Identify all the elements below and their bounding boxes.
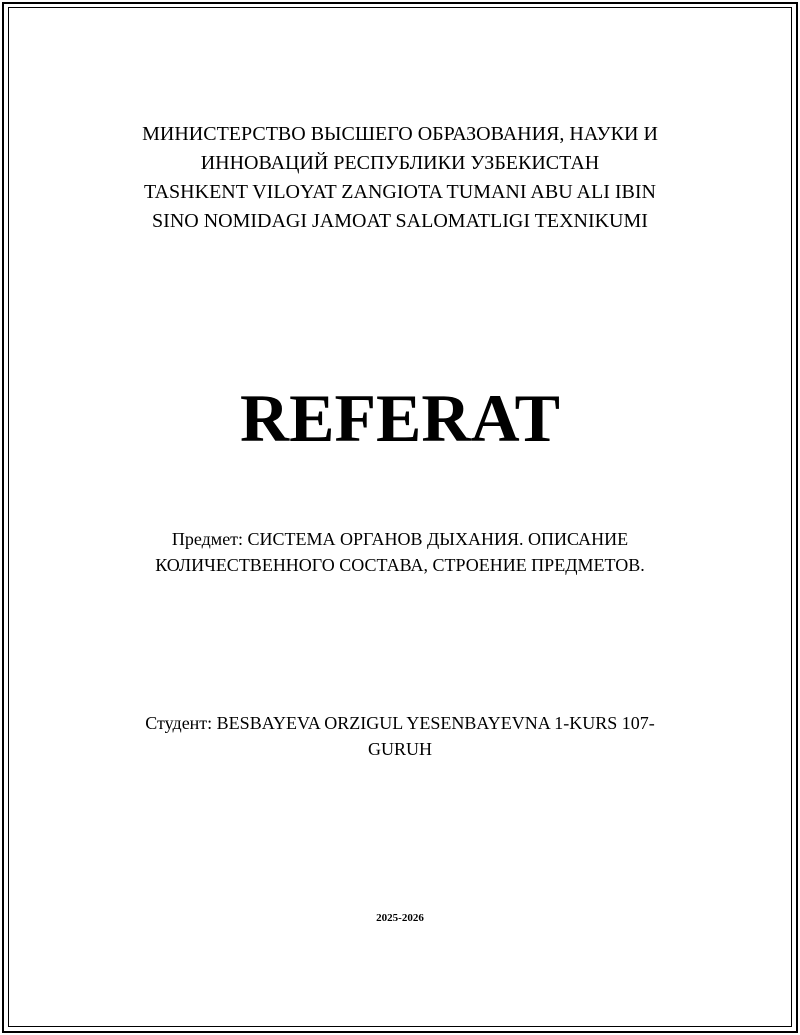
header-line: ИННОВАЦИЙ РЕСПУБЛИКИ УЗБЕКИСТАН bbox=[200, 152, 600, 174]
academic-year: 2025-2026 bbox=[376, 912, 424, 924]
subject-line: Предмет: СИСТЕМА ОРГАНОВ ДЫХАНИЯ. ОПИСАНИЕ bbox=[171, 529, 629, 549]
student-line: Студент: BESBAYEVA ORZIGUL YESENBAYEVNA 1-KURS 107- bbox=[145, 713, 655, 733]
subject-block bbox=[0, 526, 800, 578]
student-block bbox=[0, 710, 800, 762]
header-line: МИНИСТЕРСТВО ВЫСШЕГО ОБРАЗОВАНИЯ, НАУКИ И bbox=[142, 123, 658, 145]
student-line: GURUH bbox=[367, 739, 432, 759]
document-title: REFERAT bbox=[240, 380, 560, 456]
institution-header bbox=[0, 120, 800, 236]
header-line: SINO NOMIDAGI JAMOAT SALOMATLIGI TEXNIKUMI bbox=[152, 210, 648, 232]
header-line: TASHKENT VILOYAT ZANGIOTA TUMANI ABU ALI IBIN bbox=[144, 181, 656, 203]
subject-line: КОЛИЧЕСТВЕННОГО СОСТАВА, СТРОЕНИЕ ПРЕДМЕТОВ. bbox=[155, 555, 645, 575]
